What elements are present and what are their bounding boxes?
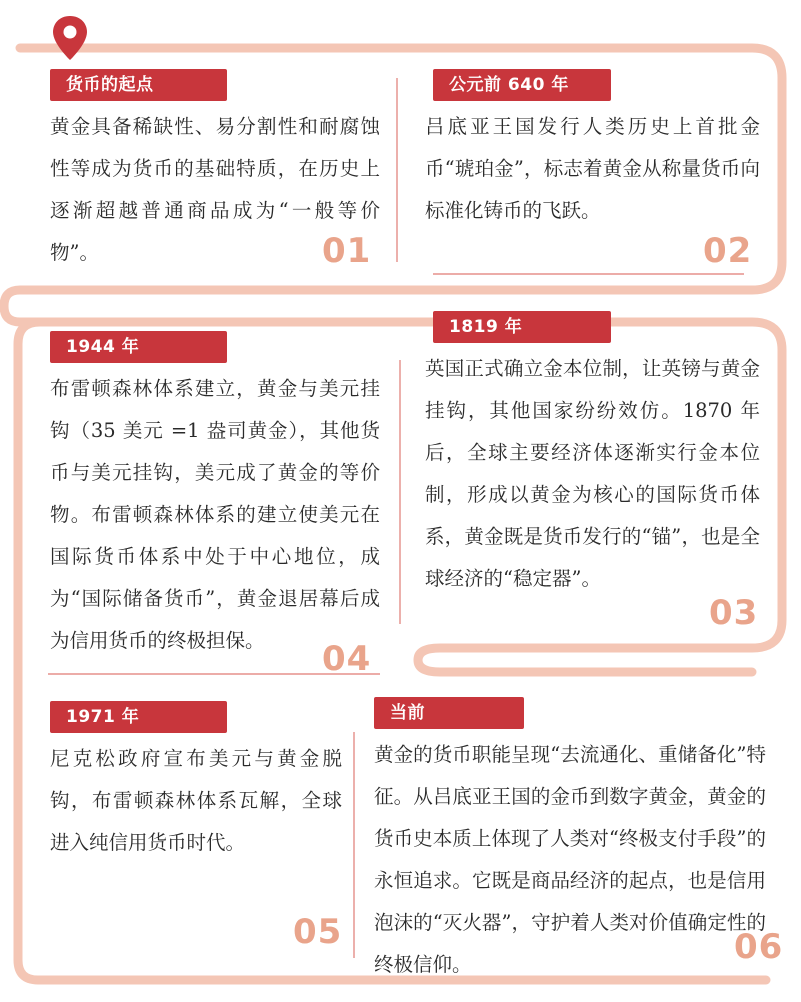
section-1-tag: 货币的起点 bbox=[50, 69, 227, 101]
section-6-tag: 当前 bbox=[374, 697, 524, 729]
section-4-text: 布雷顿森林体系建立，黄金与美元挂钩（35 美元 =1 盎司黄金），其他货币与美元挂钩，美元成了黄金的等价物。布雷顿森林体系的建立使美元在国际货币体系中处于中心地位，成为“国际储备货币”，黄金退居幕后成为信用货币的终极担保。 bbox=[50, 377, 380, 652]
section-4-number: 04 bbox=[322, 639, 372, 679]
section-1-number: 01 bbox=[322, 231, 372, 271]
section-5-tag: 1971 年 bbox=[50, 701, 227, 733]
section-2-number: 02 bbox=[703, 231, 753, 271]
section-6-text: 黄金的货币职能呈现“去流通化、重储备化”特征。从吕底亚王国的金币到数字黄金，黄金的货币史本质上体现了人类对“终极支付手段”的永恒追求。它既是商品经济的起点，也是信用泡沫的“灭火器”，守护着人类对价值确定性的终极信仰。 bbox=[374, 743, 766, 976]
section-5-text: 尼克松政府宣布美元与黄金脱钩，布雷顿森林体系瓦解，全球进入纯信用货币时代。 bbox=[50, 747, 342, 854]
map-pin-icon bbox=[50, 14, 90, 64]
section-3-number: 03 bbox=[709, 593, 759, 633]
section-2-tag: 公元前 640 年 bbox=[433, 69, 611, 101]
section-5-number: 05 bbox=[293, 912, 343, 952]
section-1-text: 黄金具备稀缺性、易分割性和耐腐蚀性等成为货币的基础特质，在历史上逐渐超越普通商品成为“一般等价物”。 bbox=[50, 115, 380, 264]
section-3-tag: 1819 年 bbox=[433, 311, 611, 343]
section-3-text: 英国正式确立金本位制，让英镑与黄金挂钩，其他国家纷纷效仿。1870 年后，全球主要经济体逐渐实行金本位制，形成以黄金为核心的国际货币体系，黄金既是货币发行的“锚”，也是全球经济的“稳定器”。 bbox=[425, 357, 760, 590]
section-2-text: 吕底亚王国发行人类历史上首批金币“琥珀金”，标志着黄金从称量货币向标准化铸币的飞跃。 bbox=[425, 115, 760, 222]
section-4-tag: 1944 年 bbox=[50, 331, 227, 363]
section-6-number: 06 bbox=[734, 927, 784, 967]
